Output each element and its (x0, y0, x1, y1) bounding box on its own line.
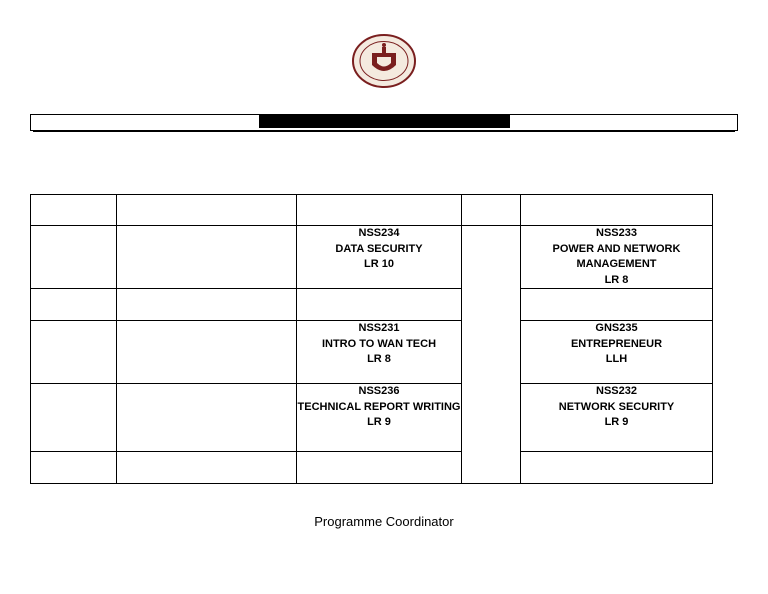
table-cell (521, 452, 713, 484)
table-cell (117, 452, 297, 484)
table-row (31, 226, 713, 289)
table-cell (117, 289, 297, 321)
course-title: ENTREPRENEUR (570, 337, 663, 350)
table-cell (31, 384, 117, 452)
course-room: LLH (605, 353, 628, 365)
table-cell (31, 226, 117, 289)
course-cell-nss236 (297, 384, 462, 452)
course-code: NSS232 (596, 385, 637, 397)
header-underline (33, 130, 735, 132)
table-cell (117, 321, 297, 384)
course-title-cont: MANAGEMENT (576, 258, 657, 270)
table-cell (297, 289, 462, 321)
table-cell (297, 195, 462, 226)
course-cell-gns235 (521, 321, 713, 384)
course-room: LR 8 (367, 353, 391, 365)
table-cell (521, 289, 713, 321)
college-crest-logo (351, 33, 417, 89)
course-code: NSS234 (358, 227, 400, 239)
table-cell (117, 226, 297, 289)
course-code: NSS233 (596, 227, 637, 239)
course-title: TECHNICAL REPORT WRITING (297, 400, 461, 413)
table-cell (297, 452, 462, 484)
table-cell (31, 452, 117, 484)
table-cell (462, 195, 521, 226)
break-column-cell (462, 226, 521, 484)
table-row (31, 384, 713, 452)
course-title: POWER AND NETWORK (552, 242, 681, 255)
table-cell (521, 195, 713, 226)
course-cell-nss234 (297, 226, 462, 289)
table-cell (117, 384, 297, 452)
course-room: LR 9 (367, 416, 391, 428)
programme-coordinator-label: Programme Coordinator (314, 514, 454, 529)
course-title: NETWORK SECURITY (558, 400, 675, 413)
course-room: LR 10 (364, 258, 394, 270)
course-cell-nss232 (521, 384, 713, 452)
table-cell (31, 195, 117, 226)
course-room: LR 8 (604, 273, 629, 286)
table-row (31, 452, 713, 484)
table-cell (31, 321, 117, 384)
course-title: INTRO TO WAN TECH (321, 337, 437, 350)
course-code: NSS236 (358, 385, 400, 397)
course-room: LR 9 (604, 416, 629, 428)
course-cell-nss231 (297, 321, 462, 384)
table-row (31, 321, 713, 384)
table-row (31, 195, 713, 226)
header-bar (30, 114, 738, 131)
table-cell (31, 289, 117, 321)
table-row (31, 289, 713, 321)
course-code: NSS231 (358, 322, 400, 334)
redacted-title-block (259, 115, 510, 128)
course-title: DATA SECURITY (335, 242, 423, 255)
table-cell (117, 195, 297, 226)
course-code: GNS235 (595, 322, 638, 334)
timetable (30, 194, 713, 484)
course-cell-nss233 (521, 226, 713, 289)
